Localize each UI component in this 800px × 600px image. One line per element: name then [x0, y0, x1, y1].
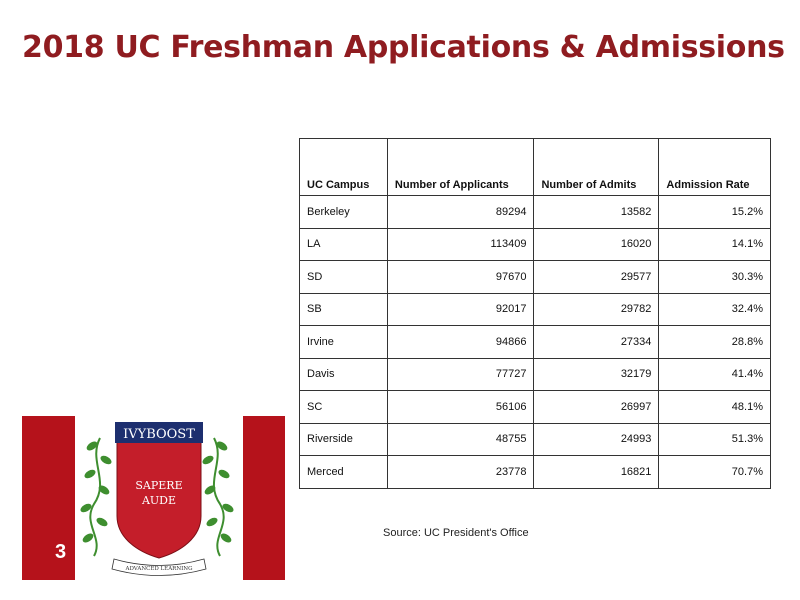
- cell-admission-rate: 41.4%: [659, 358, 771, 391]
- cell-admits: 13582: [534, 196, 659, 229]
- cell-admits: 24993: [534, 423, 659, 456]
- slide-number: 3: [55, 541, 67, 563]
- table-row: [300, 423, 771, 456]
- cell-admits: 26997: [534, 391, 659, 424]
- brand-name: IVYBOOST: [123, 427, 195, 442]
- table-body: [300, 196, 771, 489]
- header-admits: Number of Admits: [534, 139, 659, 196]
- table-header-row: [300, 139, 771, 196]
- cell-campus: LA: [300, 228, 388, 261]
- table-row: [300, 261, 771, 294]
- admissions-table: [299, 138, 771, 489]
- cell-applicants: 94866: [387, 326, 534, 359]
- cell-admits: 29782: [534, 293, 659, 326]
- left-banner: [22, 416, 75, 580]
- cell-applicants: 97670: [387, 261, 534, 294]
- cell-applicants: 48755: [387, 423, 534, 456]
- cell-admits: 16020: [534, 228, 659, 261]
- motto-line1: SAPERE: [135, 479, 183, 492]
- table-row: [300, 228, 771, 261]
- cell-campus: Irvine: [300, 326, 388, 359]
- cell-admits: 32179: [534, 358, 659, 391]
- table-row: [300, 456, 771, 489]
- header-applicants: Number of Applicants: [387, 139, 534, 196]
- cell-applicants: 89294: [387, 196, 534, 229]
- header-campus: UC Campus: [300, 139, 388, 196]
- motto-line2: AUDE: [141, 494, 177, 507]
- cell-applicants: 92017: [387, 293, 534, 326]
- table-row: [300, 391, 771, 424]
- cell-applicants: 113409: [387, 228, 534, 261]
- cell-admits: 29577: [534, 261, 659, 294]
- slide-title: 2018 UC Freshman Applications & Admissions: [22, 30, 785, 65]
- cell-campus: Davis: [300, 358, 388, 391]
- cell-admission-rate: 30.3%: [659, 261, 771, 294]
- cell-campus: Riverside: [300, 423, 388, 456]
- table-row: [300, 358, 771, 391]
- cell-admission-rate: 15.2%: [659, 196, 771, 229]
- cell-applicants: 56106: [387, 391, 534, 424]
- table-row: [300, 293, 771, 326]
- table-row: [300, 326, 771, 359]
- header-admission-rate: Admission Rate: [659, 139, 771, 196]
- right-banner: [243, 416, 285, 580]
- cell-admission-rate: 14.1%: [659, 228, 771, 261]
- cell-campus: SC: [300, 391, 388, 424]
- cell-admission-rate: 32.4%: [659, 293, 771, 326]
- cell-admits: 27334: [534, 326, 659, 359]
- cell-admission-rate: 51.3%: [659, 423, 771, 456]
- cell-campus: SB: [300, 293, 388, 326]
- cell-campus: Merced: [300, 456, 388, 489]
- ribbon-text: ADVANCED LEARNING: [125, 566, 193, 572]
- cell-campus: SD: [300, 261, 388, 294]
- table-row: [300, 196, 771, 229]
- source-note: Source: UC President's Office: [383, 527, 529, 539]
- cell-admission-rate: 28.8%: [659, 326, 771, 359]
- cell-applicants: 23778: [387, 456, 534, 489]
- cell-admits: 16821: [534, 456, 659, 489]
- cell-admission-rate: 48.1%: [659, 391, 771, 424]
- cell-applicants: 77727: [387, 358, 534, 391]
- cell-admission-rate: 70.7%: [659, 456, 771, 489]
- cell-campus: Berkeley: [300, 196, 388, 229]
